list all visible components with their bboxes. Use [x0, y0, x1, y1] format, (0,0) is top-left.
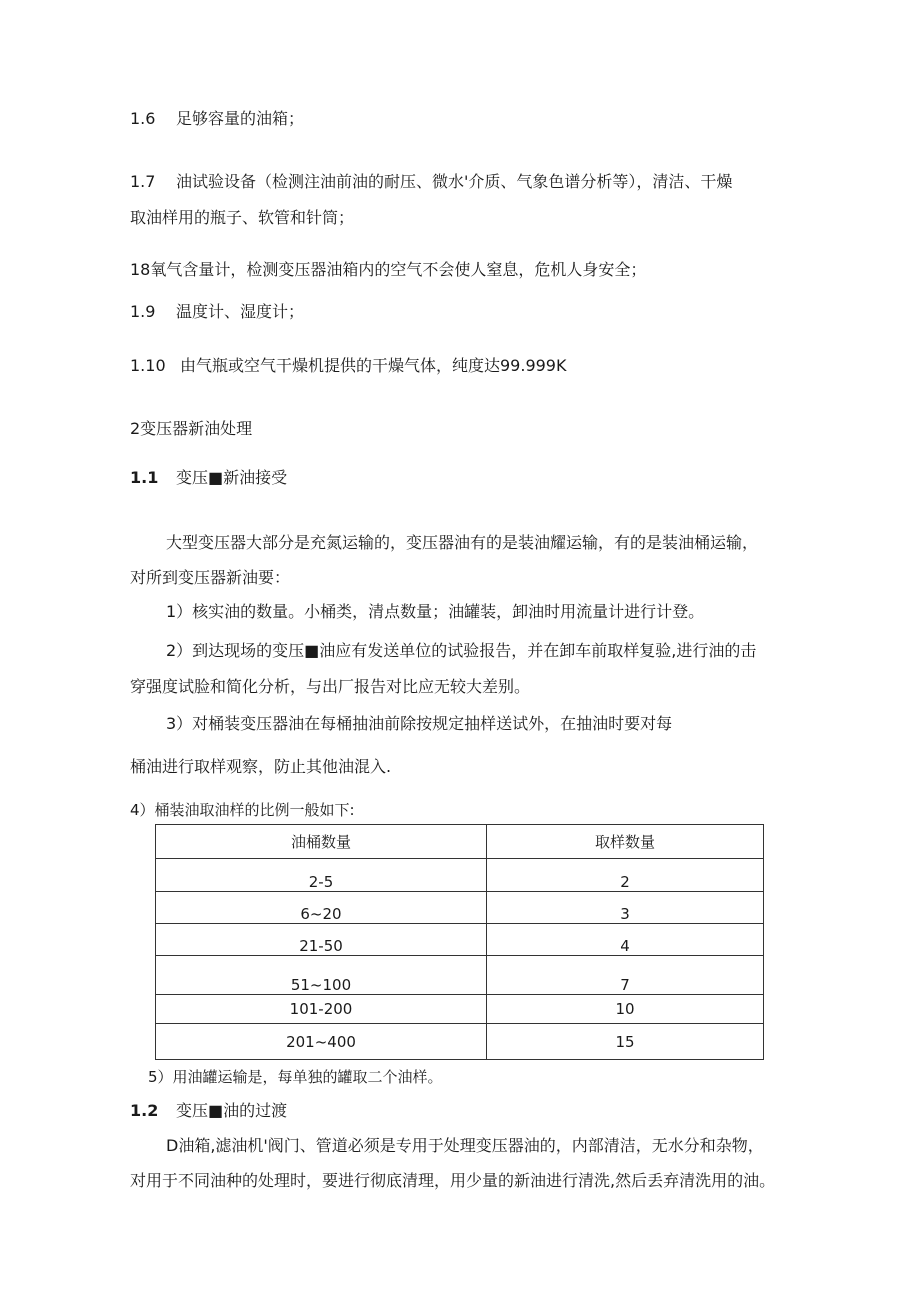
subsection-number: 1.1: [130, 468, 159, 487]
item-1-8: 18氧气含量计，检测变压器油箱内的空气不会使人窒息，危机人身安全；: [130, 260, 647, 279]
table-header-drum-count: 油桶数量: [156, 825, 487, 859]
list-item-2-line2: 穿强度试脸和简化分析，与出厂报告对比应无较大差别。: [130, 677, 531, 696]
table-cell: 4: [487, 924, 764, 956]
item-text: 油试验设备（检测注油前油的耐压、微水'介质、气象色谱分析等），清洁、干燥: [176, 172, 733, 191]
sampling-ratio-table: [155, 824, 764, 1060]
item-1-10: [130, 355, 566, 377]
paragraph-transition-line2: 对用于不同油种的处理时，要进行彻底清理，用少量的新油进行清洗,然后丢弃清洗用的油。: [130, 1171, 776, 1190]
list-item-1: 1）核实油的数量。小桶类，清点数量；油罐装，卸油时用流量计进行计登。: [166, 602, 705, 621]
list-item-3-line2: 桶油进行取样观察，防止其他油混入.: [130, 757, 392, 776]
table-row: [156, 1024, 764, 1060]
table-row: [156, 892, 764, 924]
section-2-title: 2变压器新油处理: [130, 419, 253, 438]
subsection-text: 变压■新油接受: [176, 468, 288, 487]
table-cell: 21-50: [156, 924, 487, 956]
table-cell: 51~100: [156, 956, 487, 995]
subsection-1-2-title: [130, 1100, 287, 1122]
table-cell: 10: [487, 995, 764, 1024]
table-cell: 7: [487, 956, 764, 995]
paragraph-intro-line1: 大型变压器大部分是充氮运输的，变压器油有的是装油耀运输，有的是装油桶运输，: [166, 533, 759, 552]
paragraph-transition-line1: D油箱,滤油机'阀门、管道必须是专用于处理变压器油的，内部清洁，无水分和杂物，: [166, 1136, 764, 1155]
item-number: 1.7: [130, 172, 156, 191]
list-item-3-line1: 3）对桶装变压器油在每桶抽油前除按规定抽样送试外，在抽油时要对每: [166, 714, 673, 733]
table-cell: 101-200: [156, 995, 487, 1024]
table-cell: 3: [487, 892, 764, 924]
table-cell: 2: [487, 859, 764, 892]
paragraph-intro-line2: 对所到变压器新油要：: [130, 568, 291, 587]
item-1-7: [130, 171, 732, 193]
item-1-7-continuation: 取油样用的瓶子、软管和针筒；: [130, 208, 355, 227]
list-item-5: 5）用油罐运输是，每单独的罐取二个油样。: [148, 1068, 443, 1086]
item-text: 温度计、湿度计；: [176, 302, 305, 321]
item-1-9: [130, 301, 304, 323]
item-number: 1.9: [130, 302, 156, 321]
item-1-6: [130, 108, 304, 130]
table-header-row: [156, 825, 764, 859]
list-item-2-line1: 2）到达现场的变压■油应有发送单位的试验报告，并在卸车前取样复验,进行油的击: [166, 641, 757, 660]
list-item-4: 4）桶装油取油样的比例一般如下:: [130, 801, 355, 819]
subsection-text: 变压■油的过渡: [176, 1101, 288, 1120]
table-cell: 6~20: [156, 892, 487, 924]
table-row: [156, 924, 764, 956]
item-text: 由气瓶或空气干燥机提供的干燥气体，纯度达99.999K: [180, 356, 567, 375]
table-cell: 2-5: [156, 859, 487, 892]
item-text: 足够容量的油箱；: [176, 109, 305, 128]
table-cell: 15: [487, 1024, 764, 1060]
table-row: [156, 956, 764, 995]
item-number: 1.6: [130, 109, 156, 128]
table-row: [156, 995, 764, 1024]
table-header-sample-count: 取样数量: [487, 825, 764, 859]
subsection-1-1-title: [130, 467, 287, 489]
item-number: 1.10: [130, 356, 166, 375]
subsection-number: 1.2: [130, 1101, 159, 1120]
table-row: [156, 859, 764, 892]
table-cell: 201~400: [156, 1024, 487, 1060]
